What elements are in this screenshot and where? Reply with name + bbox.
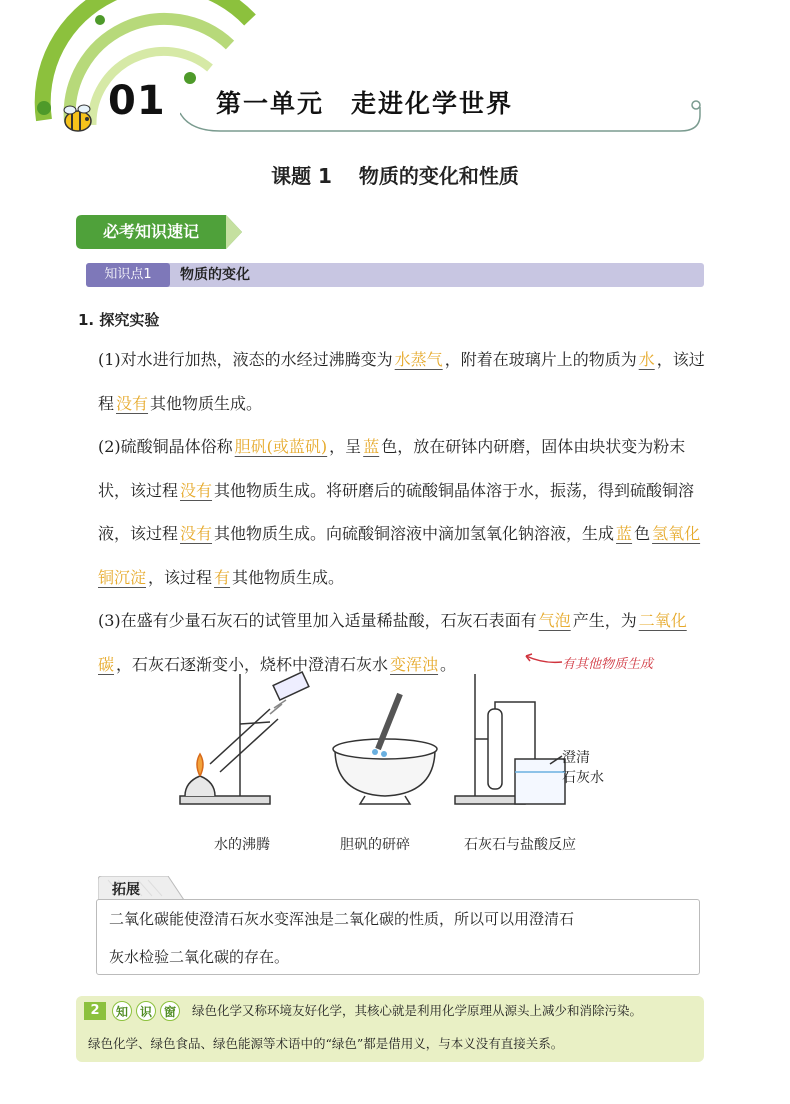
unit-title: 第一单元 走进化学世界 [216, 89, 514, 118]
knowledge-point-tag: 知识点1 [86, 263, 170, 287]
knowledge-point-label: 物质的变化 [180, 267, 250, 283]
tag-char: 窗 [160, 1001, 180, 1021]
answer: 变浑浊 [390, 654, 439, 674]
annotation-note: 有其他物质生成 [562, 657, 654, 672]
answer: 没有 [180, 480, 213, 500]
page-number: 2 [84, 1002, 106, 1020]
extension-tab-label: 拓展 [112, 882, 140, 898]
paragraph-3: (3)在盛有少量石灰石的试管里加入适量稀盐酸，石灰石表面有 气泡 产生，为 二氧化碳 ，石灰石逐渐变小，烧杯中澄清石灰水 变浑浊 。 [98, 611, 687, 674]
figure-caption-2: 胆矾的研碎 [340, 837, 410, 853]
answer: 蓝 [616, 524, 633, 543]
section-banner [76, 215, 242, 249]
experiment-body [96, 338, 708, 686]
knowledge-point-bar [86, 263, 704, 287]
answer: 没有 [116, 393, 149, 413]
answer: 蓝 [363, 437, 380, 456]
answer: 水 [638, 350, 655, 369]
answer: 没有 [180, 524, 213, 543]
tag-char: 知 [112, 1001, 132, 1021]
knowledge-window-line-1: 绿色化学又称环境友好化学，其核心就是利用化学原理从源头上减少和消除污染。 [192, 1003, 643, 1018]
banner-label: 必考知识速记 [102, 222, 199, 241]
extension-line-2: 灰水检验二氧化碳的存在。 [109, 948, 290, 966]
tag-char: 识 [136, 1001, 156, 1021]
figure-caption-3: 石灰石与盐酸反应 [464, 837, 576, 853]
mortar-and-pestle [333, 694, 437, 804]
answer: 二氧化碳 [98, 611, 687, 674]
answer: 胆矾(或蓝矾) [234, 437, 328, 456]
answer: 氢氧化铜沉淀 [98, 524, 701, 587]
figure-caption-1: 水的沸腾 [214, 837, 270, 853]
extension-line-1: 二氧化碳能使澄清石灰水变浑浊是二氧化碳的性质，所以可以用澄清石 [109, 910, 575, 928]
answer: 有 [214, 567, 231, 587]
unit-number: 01 [108, 78, 166, 124]
limewater-label [562, 748, 604, 788]
bee-icon [60, 104, 96, 134]
knowledge-window-line-2: 绿色化学、绿色食品、绿色能源等术语中的“绿色”都是借用义，与本义没有直接关系。 [88, 1036, 564, 1051]
extension-box [96, 899, 700, 975]
knowledge-window [76, 996, 704, 1062]
knowledge-window-tag [112, 1001, 186, 1021]
answer: 气泡 [538, 611, 571, 630]
answer: 水蒸气 [394, 350, 443, 369]
paragraph-2: (2)硫酸铜晶体俗称 胆矾(或蓝矾) ，呈 蓝 色，放在研钵内研磨，固体由块状变为粉末状，该过程 没有 其他物质生成。将研磨后的硫酸铜晶体溶于水，振荡，得到硫酸铜溶液，该过程 没有 其他物质生成。向硫酸铜溶液中滴加氢氧化钠溶液，生成 蓝 色 氢氧化铜沉淀 ，该过程 有 其他物质生成。 [98, 437, 701, 587]
extension-tab [98, 876, 188, 900]
limewater-label-line2: 石灰水 [562, 770, 604, 786]
limestone-acid-apparatus [455, 674, 565, 804]
paragraph-1: (1)对水进行加热，液态的水经过沸腾变为 水蒸气 ，附着在玻璃片上的物质为 水 ，该过程 没有 其他物质生成。 [98, 350, 705, 413]
lesson-title: 课题 1 物质的变化和性质 [271, 164, 519, 188]
boiling-water-apparatus [180, 672, 309, 804]
limewater-label-line1: 澄清 [562, 750, 590, 766]
section-heading: 1. 探究实验 [78, 311, 160, 329]
